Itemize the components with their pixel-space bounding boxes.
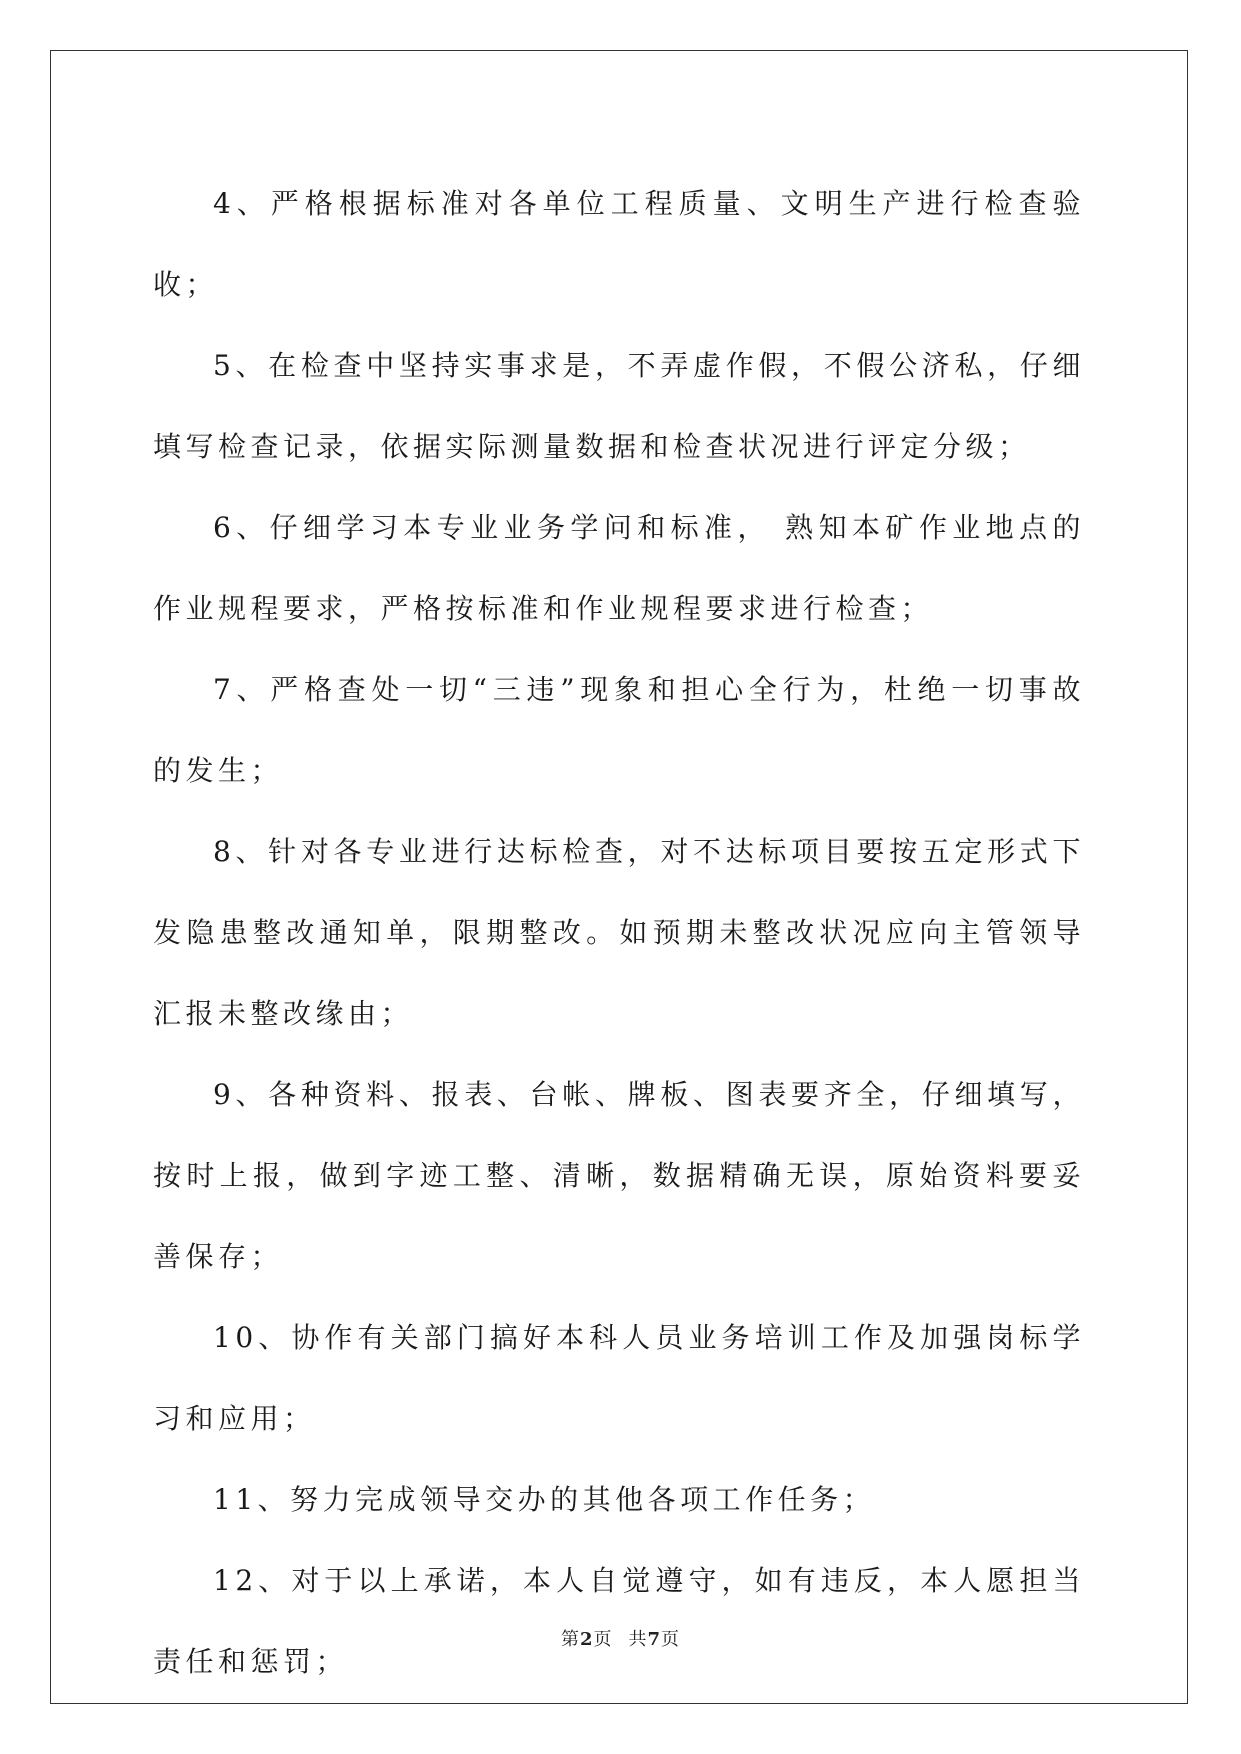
paragraph-item-6: 6、仔细学习本专业业务学问和标准， 熟知本矿作业地点的作业规程要求，严格按标准和作业规程要求进行检查；: [153, 511, 1085, 625]
paragraph-item-7: 7、严格查处一切“三违”现象和担心全行为，杜绝一切事故的发生；: [153, 673, 1085, 787]
paragraph-item-12: 12、对于以上承诺，本人自觉遵守，如有违反，本人愿担当责任和惩罚；: [153, 1564, 1085, 1678]
page-prefix: 第: [560, 1629, 580, 1650]
paragraph-item-4: 4、严格根据标准对各单位工程质量、文明生产进行检查验收；: [153, 187, 1085, 301]
paragraph-item-9: 9、各种资料、报表、台帐、牌板、图表要齐全，仔细填写，按时上报，做到字迹工整、清晰，数据精确无误，原始资料要妥 善保存；: [153, 1078, 1085, 1273]
page-suffix: 页: [593, 1629, 613, 1650]
paragraph-item-11: 11、努力完成领导交办的其他各项工作任务；: [213, 1483, 876, 1516]
total-prefix: 共: [628, 1629, 648, 1650]
paragraph-item-5: 5、在检查中坚持实事求是，不弄虚作假，不假公济私，仔细填写检查记录，依据实际测量数据和检查状况进行评定分级；: [153, 349, 1085, 463]
paragraph-item-8: 8、针对各专业进行达标检查，对不达标项目要按五定形式下发隐患整改通知单，限期整改。如预期未整改状况应向主管领导汇报未整改缘由；: [153, 835, 1085, 1030]
document-body: [153, 163, 1085, 1702]
paragraph-item-10: 10、协作有关部门搞好本科人员业务培训工作及加强岗标学习和应用；: [153, 1321, 1085, 1435]
total-page-number: 7: [647, 1629, 662, 1650]
current-page-number: 2: [579, 1629, 594, 1650]
page-footer: [0, 1625, 1241, 1651]
total-suffix: 页: [661, 1629, 681, 1650]
